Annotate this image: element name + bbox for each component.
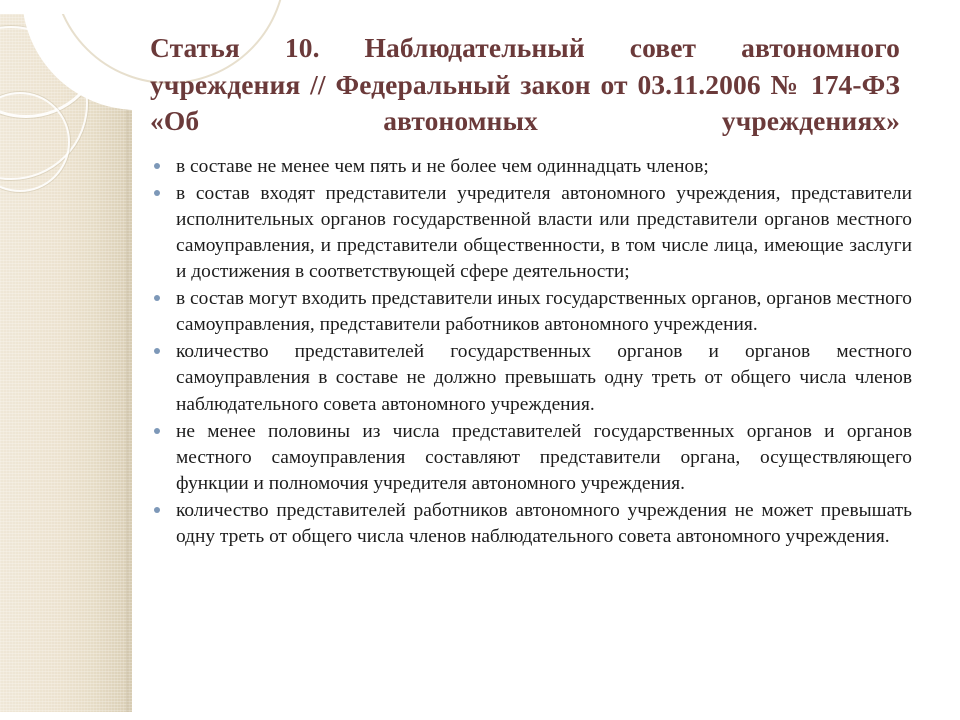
list-item-text: количество представителей работников автономного учреждения не может превышать одну треть от общего числа членов наблюдательного совета автономного учреждения.: [176, 499, 912, 547]
bullet-dot-icon: [154, 428, 160, 434]
slide-content: [150, 0, 940, 720]
list-item-text: в состав входят представители учредителя автономного учреждения, представители исполнительных органов государственной власти или представители органов местного самоуправления, и представители общественности, в том числе лица, имеющие заслуги и достижения в соответствующей сфере деятельности;: [176, 182, 912, 283]
list-item-text: в состав могут входить представители иных государственных органов, органов местного самоуправления, представители работников автономного учреждения.: [176, 288, 912, 336]
list-item: [150, 286, 912, 338]
list-item: [150, 419, 912, 497]
bullet-dot-icon: [154, 190, 160, 196]
slide-title: Статья 10. Наблюдательный совет автономного учреждения // Федеральный закон от 03.11.2006 № 174-ФЗ «Об автономных учреждениях»: [150, 32, 900, 137]
list-item-text: количество представителей государственных органов и органов местного самоуправления в составе не должно превышать одну треть от общего числа членов наблюдательного совета автономного учреждения.: [176, 341, 912, 415]
bullet-dot-icon: [154, 163, 160, 169]
bullet-dot-icon: [154, 295, 160, 301]
list-item: [150, 154, 912, 180]
list-item-text: не менее половины из числа представителей государственных органов и органов местного самоуправления составляют представители органа, осуществляющего функции и полномочия учредителя автономного учреждения.: [176, 420, 912, 494]
bullet-dot-icon: [154, 348, 160, 354]
list-item-text: в составе не менее чем пять и не более чем одиннадцать членов;: [176, 155, 709, 177]
bullet-dot-icon: [154, 507, 160, 513]
list-item: [150, 498, 912, 550]
list-item: [150, 181, 912, 285]
list-item: [150, 339, 912, 417]
bullet-list: [150, 154, 940, 550]
band-bottom-cap: [0, 712, 132, 720]
band-top-cap: [0, 0, 132, 14]
